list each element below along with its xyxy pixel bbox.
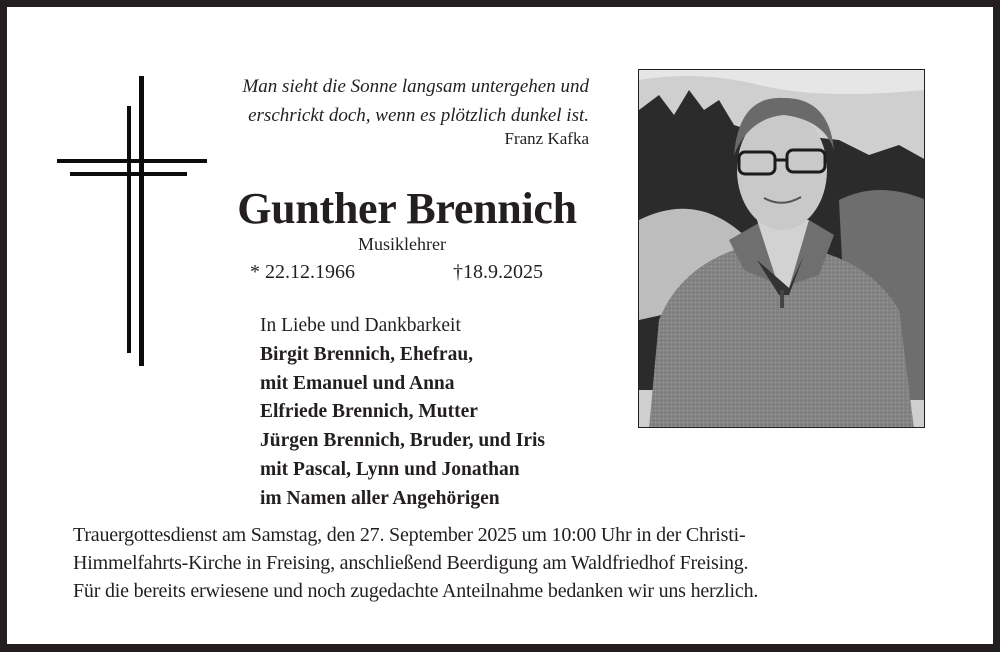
mourner-line: Jürgen Brennich, Bruder, und Iris [260, 430, 545, 452]
service-line: Für die bereits erwiesene und noch zugedachte Anteilnahme bedanken wir uns herzlich. [73, 580, 759, 602]
portrait-illustration [639, 70, 925, 428]
death-date: †18.9.2025 [453, 261, 543, 283]
cross-horizontal-lower [70, 172, 187, 176]
mourner-line: mit Emanuel und Anna [260, 372, 455, 394]
portrait-photo [638, 69, 925, 428]
mourner-line: mit Pascal, Lynn und Jonathan [260, 458, 520, 480]
mourners-list [260, 312, 640, 514]
mourner-line: Birgit Brennich, Ehefrau, [260, 343, 474, 365]
cross-vertical-short [127, 106, 131, 353]
mourners-intro: In Liebe und Dankbarkeit [260, 315, 461, 336]
obituary-notice [7, 7, 993, 644]
deceased-profession: Musiklehrer [358, 234, 446, 254]
birth-date: * 22.12.1966 [250, 261, 355, 283]
deceased-name: Gunther Brennich [237, 184, 577, 233]
cross-horizontal-top [57, 159, 207, 163]
service-line: Trauergottesdienst am Samstag, den 27. September 2025 um 10:00 Uhr in der Christi- [73, 524, 746, 546]
quote-line: Man sieht die Sonne langsam untergehen und [242, 76, 589, 97]
mourner-line: im Namen aller Angehörigen [260, 487, 500, 509]
mourner-line: Elfriede Brennich, Mutter [260, 401, 478, 423]
cross-vertical-tall [139, 76, 144, 366]
quote-author: Franz Kafka [504, 129, 589, 148]
quote [157, 72, 589, 130]
service-line: Himmelfahrts-Kirche in Freising, anschließend Beerdigung am Waldfriedhof Freising. [73, 552, 749, 574]
quote-line: erschrickt doch, wenn es plötzlich dunkel ist. [248, 105, 589, 126]
service-details [73, 521, 933, 605]
